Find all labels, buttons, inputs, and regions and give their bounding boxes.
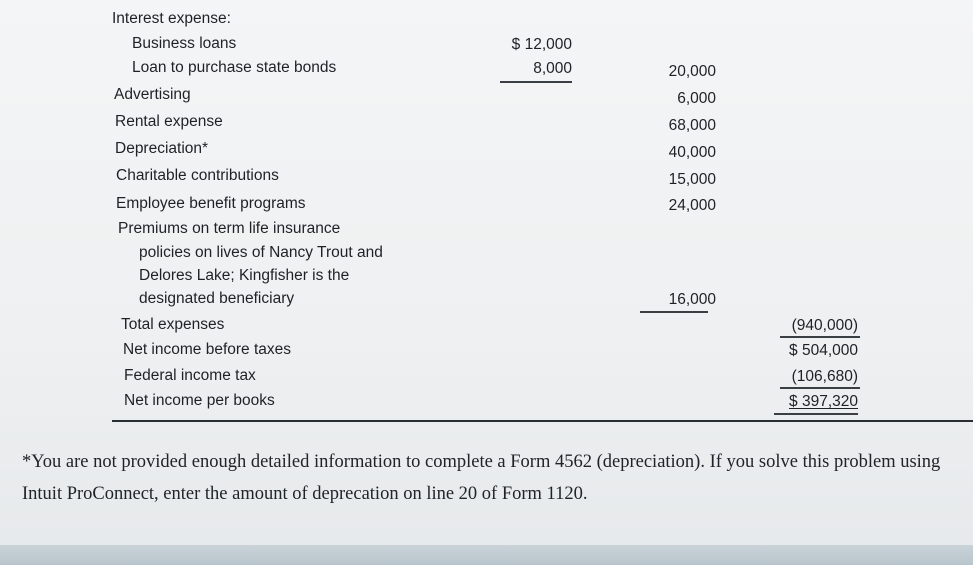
- amount-interest-total: 20,000: [668, 63, 716, 80]
- amount-federal-income-tax: (106,680): [791, 368, 858, 385]
- label-interest-expense: Interest expense:: [112, 10, 231, 27]
- label-charitable-contributions: Charitable contributions: [116, 167, 279, 184]
- amount-net-income-per-books: $ 397,320: [789, 393, 858, 410]
- section-divider: [112, 420, 973, 422]
- amount-business-loans: $ 12,000: [511, 36, 572, 53]
- amount-advertising: 6,000: [677, 90, 716, 107]
- amount-charitable-contributions: 15,000: [668, 171, 716, 188]
- label-advertising: Advertising: [114, 86, 191, 103]
- underline-total-expenses: [780, 336, 860, 338]
- label-premiums-line-3: Delores Lake; Kingfisher is the: [139, 267, 350, 284]
- label-federal-income-tax: Federal income tax: [124, 367, 256, 384]
- label-loan-state-bonds: Loan to purchase state bonds: [132, 59, 337, 76]
- amount-depreciation: 40,000: [668, 144, 716, 161]
- amount-net-income-before-taxes: $ 504,000: [789, 342, 858, 359]
- underline-interest-subtotal: [500, 81, 572, 83]
- label-total-expenses: Total expenses: [121, 316, 225, 333]
- label-business-loans: Business loans: [132, 35, 237, 52]
- amount-employee-benefits: 24,000: [668, 197, 716, 214]
- amount-loan-state-bonds: 8,000: [533, 60, 572, 77]
- underline-expenses-subtotal: [640, 311, 708, 313]
- label-employee-benefits: Employee benefit programs: [116, 195, 306, 212]
- label-premiums-life-insurance: Premiums on term life insurance: [118, 220, 341, 237]
- label-premiums-line-4: designated beneficiary: [139, 290, 295, 307]
- label-net-income-per-books: Net income per books: [124, 392, 275, 409]
- label-net-income-before-taxes: Net income before taxes: [123, 341, 292, 358]
- amount-rental-expense: 68,000: [668, 117, 716, 134]
- amount-life-insurance-premiums: 16,000: [668, 291, 716, 308]
- double-underline-net-income: [774, 413, 858, 415]
- amount-total-expenses: (940,000): [791, 317, 858, 334]
- label-premiums-line-2: policies on lives of Nancy Trout and: [139, 244, 383, 261]
- depreciation-footnote: *You are not provided enough detailed information to complete a Form 4562 (depreciation). If you solve this problem using Intuit ProConnect, enter the amount of deprecation on line 20 of Form 1120.: [22, 452, 941, 504]
- underline-federal-tax: [780, 387, 860, 389]
- label-rental-expense: Rental expense: [115, 113, 223, 130]
- label-depreciation: Depreciation*: [115, 140, 209, 157]
- page-bottom-bar: [0, 545, 973, 565]
